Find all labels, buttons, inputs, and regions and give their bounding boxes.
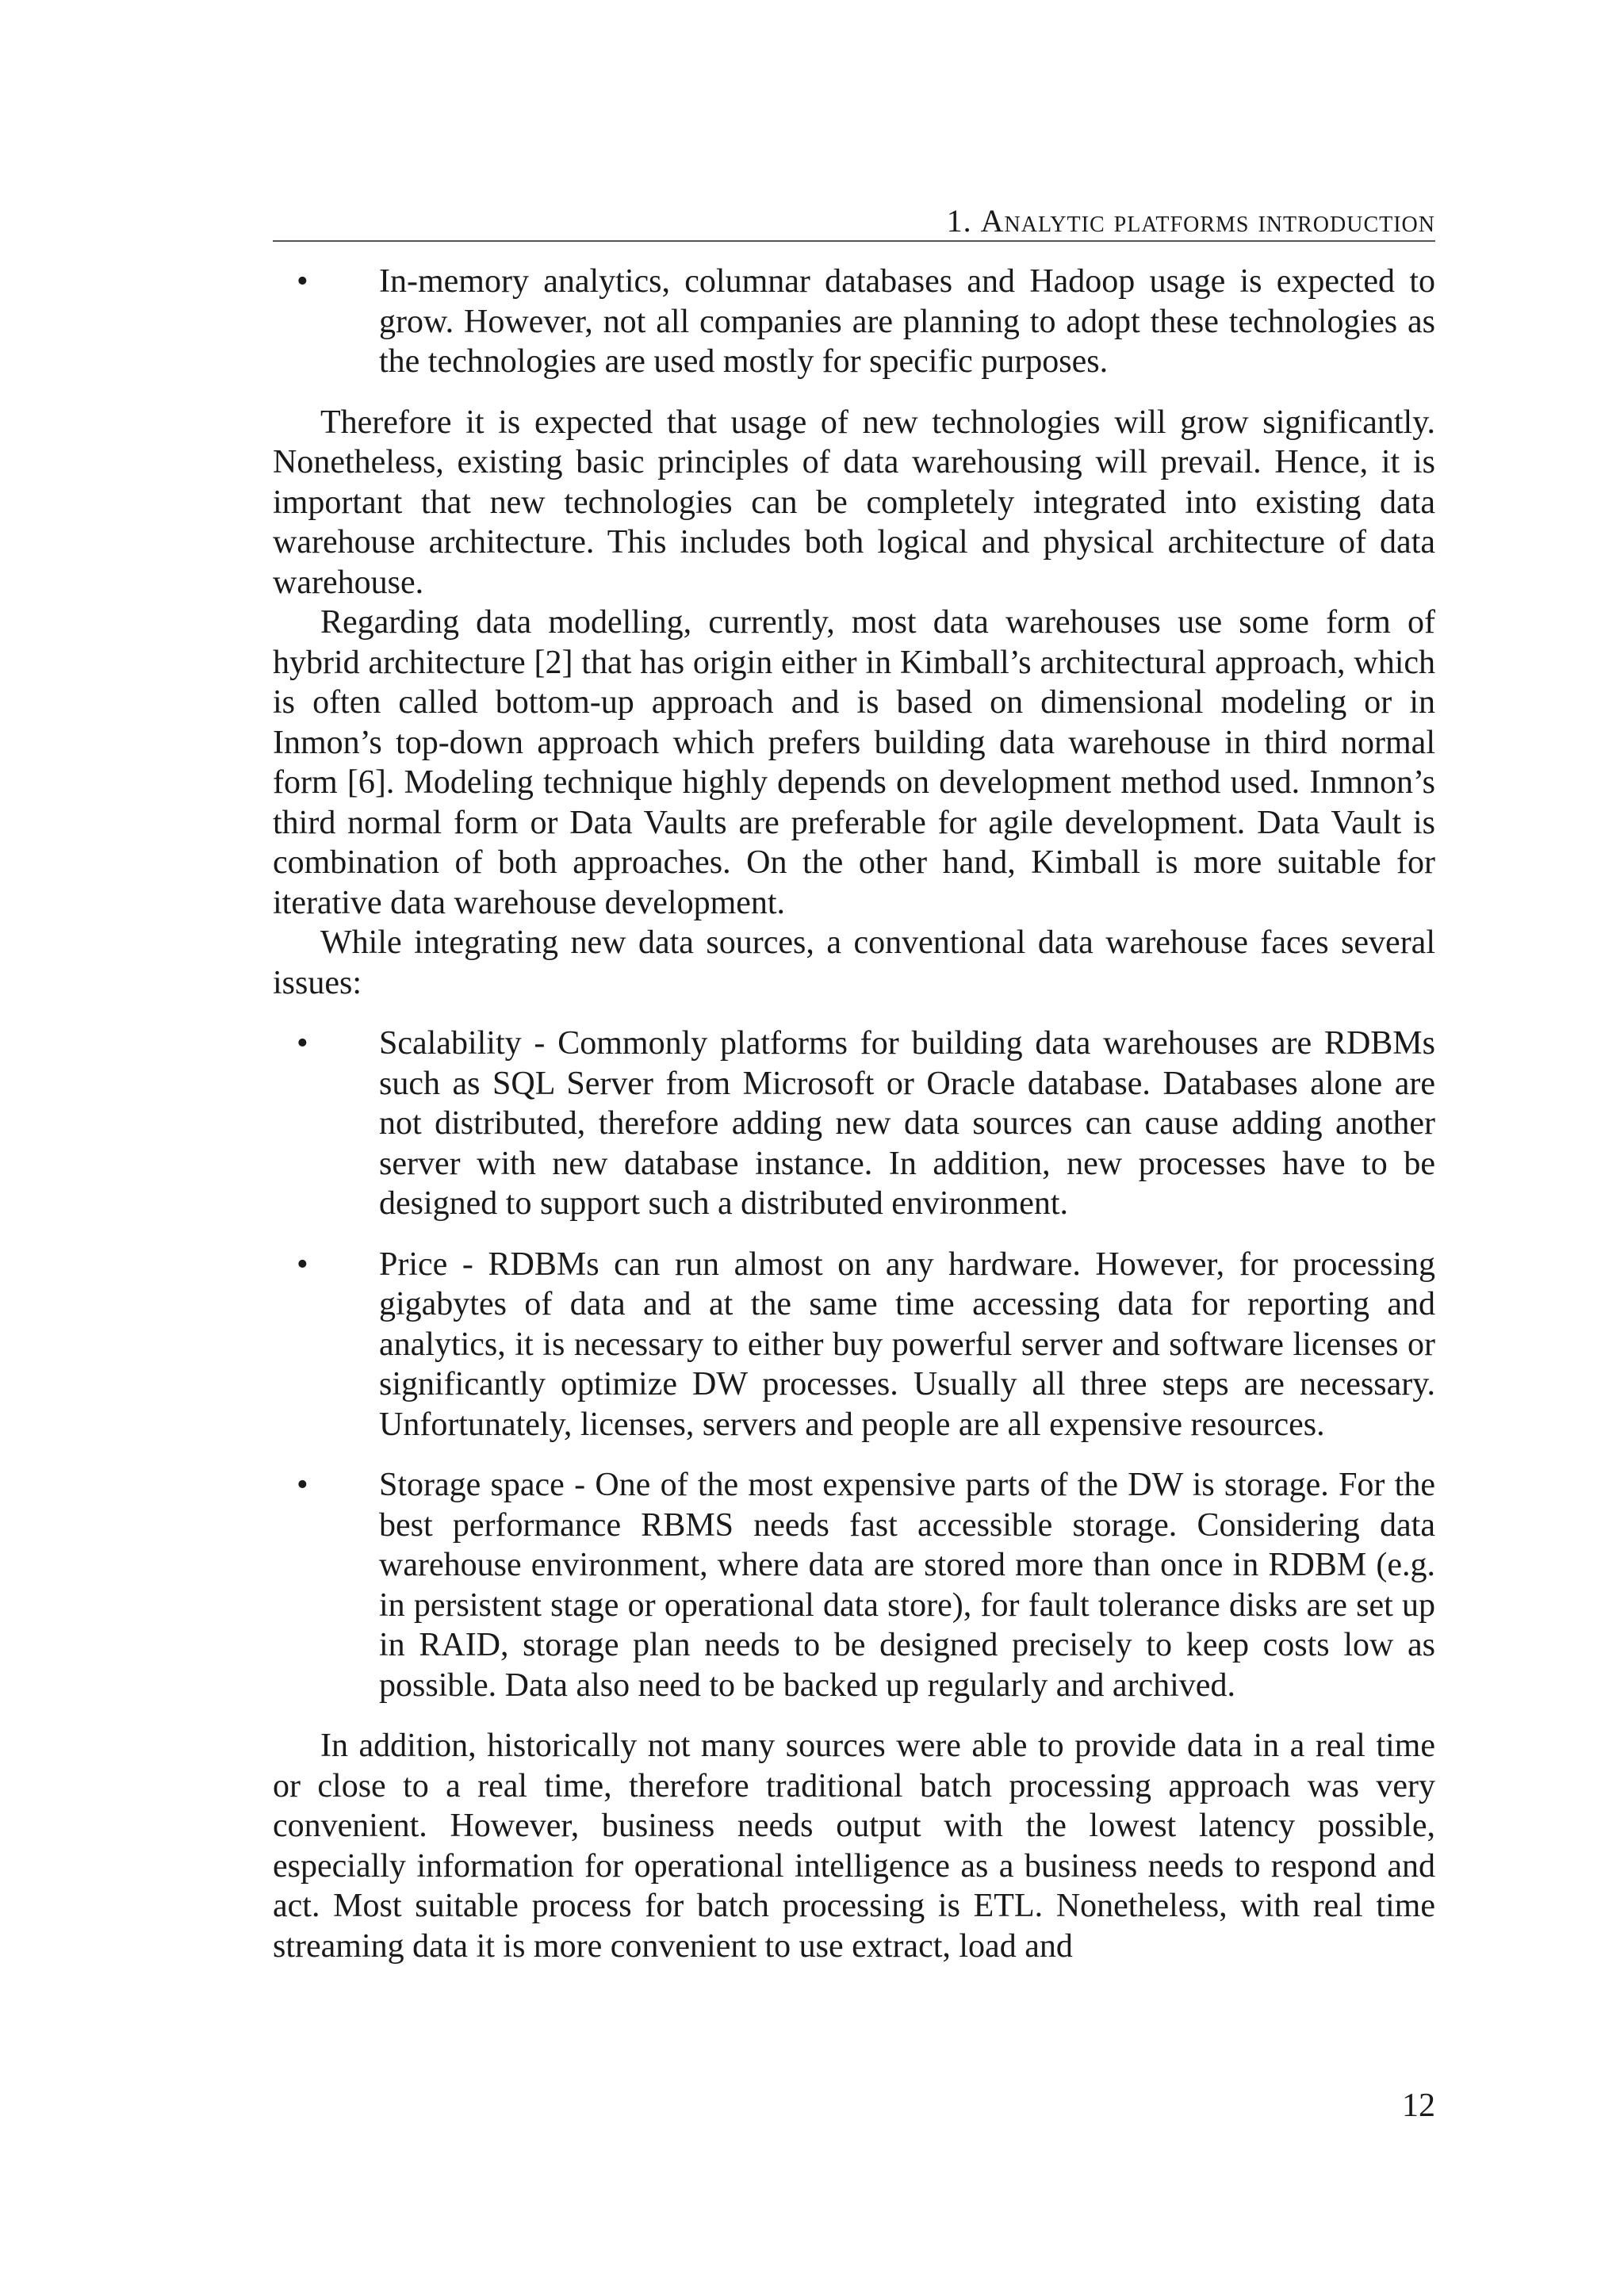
paragraph: Therefore it is expected that usage of new technologies will grow significantly. Nonetheless, existing basic principles of data warehousing will prevail. Hence, it is important that new technologies can be completely integrated into existing data warehouse architecture. This includes both logical and physical architecture of data warehouse. — [273, 404, 1435, 601]
list-item — [273, 262, 1435, 382]
list-item — [273, 1024, 1435, 1224]
intro-bullet-list — [273, 262, 1435, 382]
bullet-icon: • — [297, 263, 308, 300]
page-body — [273, 262, 1435, 1966]
chapter-title: Analytic platforms introduction — [980, 203, 1435, 239]
list-item — [273, 1245, 1435, 1445]
list-item — [273, 1465, 1435, 1705]
list-item-text: Price - RDBMs can run almost on any hardware. However, for processing gigabytes of data and at the same time accessing data for reporting and analytics, it is necessary to either buy powerful server and software licenses or significantly optimize DW processes. Usually all three steps are necessary. Unfortunately, licenses, servers and people are all expensive resources. — [379, 1246, 1435, 1443]
list-item-text: Storage space - One of the most expensive parts of the DW is storage. For the best performance RBMS needs fast accessible storage. Considering data warehouse environment, where data are stored more than once in RDBM (e.g. in persistent stage or operational data store), for fault tolerance disks are set up in RAID, storage plan needs to be designed precisely to keep costs low as possible. Data also need to be backed up regularly and archived. — [379, 1467, 1435, 1704]
list-item-text: Scalability - Commonly platforms for building data warehouses are RDBMs such as SQL Server from Microsoft or Oracle database. Databases alone are not distributed, therefore adding new data sources can cause adding another server with new database instance. In addition, new processes have to be designed to support such a distributed environment. — [379, 1025, 1435, 1222]
chapter-number: 1. — [946, 203, 972, 239]
list-item-text: In-memory analytics, columnar databases and Hadoop usage is expected to grow. However, not all companies are planning to adopt these technologies as the technologies are used mostly for specific purposes. — [379, 263, 1435, 380]
paragraph: Regarding data modelling, currently, most data warehouses use some form of hybrid architecture [2] that has origin either in Kimball’s architectural approach, which is often called bottom-up approach and is based on dimensional modeling or in Inmon’s top-down approach which prefers building data warehouse in third normal form [6]. Modeling technique highly depends on development method used. Inmnon’s third normal form or Data Vaults are preferable for agile development. Data Vault is combination of both approaches. On the other hand, Kimball is more suitable for iterative data warehouse development. — [273, 604, 1435, 921]
bullet-icon: • — [297, 1246, 308, 1283]
bullet-icon: • — [297, 1025, 308, 1062]
paragraph: In addition, historically not many sources were able to provide data in a real time or close to a real time, therefore traditional batch processing approach was very convenient. However, business needs output with the lowest latency possible, especially information for operational intelligence as a business needs to respond and act. Most suitable process for batch processing is ETL. Nonetheless, with real time streaming data it is more convenient to use extract, load and — [273, 1728, 1435, 1965]
page-number: 12 — [1402, 2087, 1435, 2124]
issues-bullet-list — [273, 1024, 1435, 1705]
bullet-icon: • — [297, 1467, 308, 1503]
paragraph: While integrating new data sources, a conventional data warehouse faces several issues: — [273, 924, 1435, 1001]
running-header — [273, 202, 1435, 242]
